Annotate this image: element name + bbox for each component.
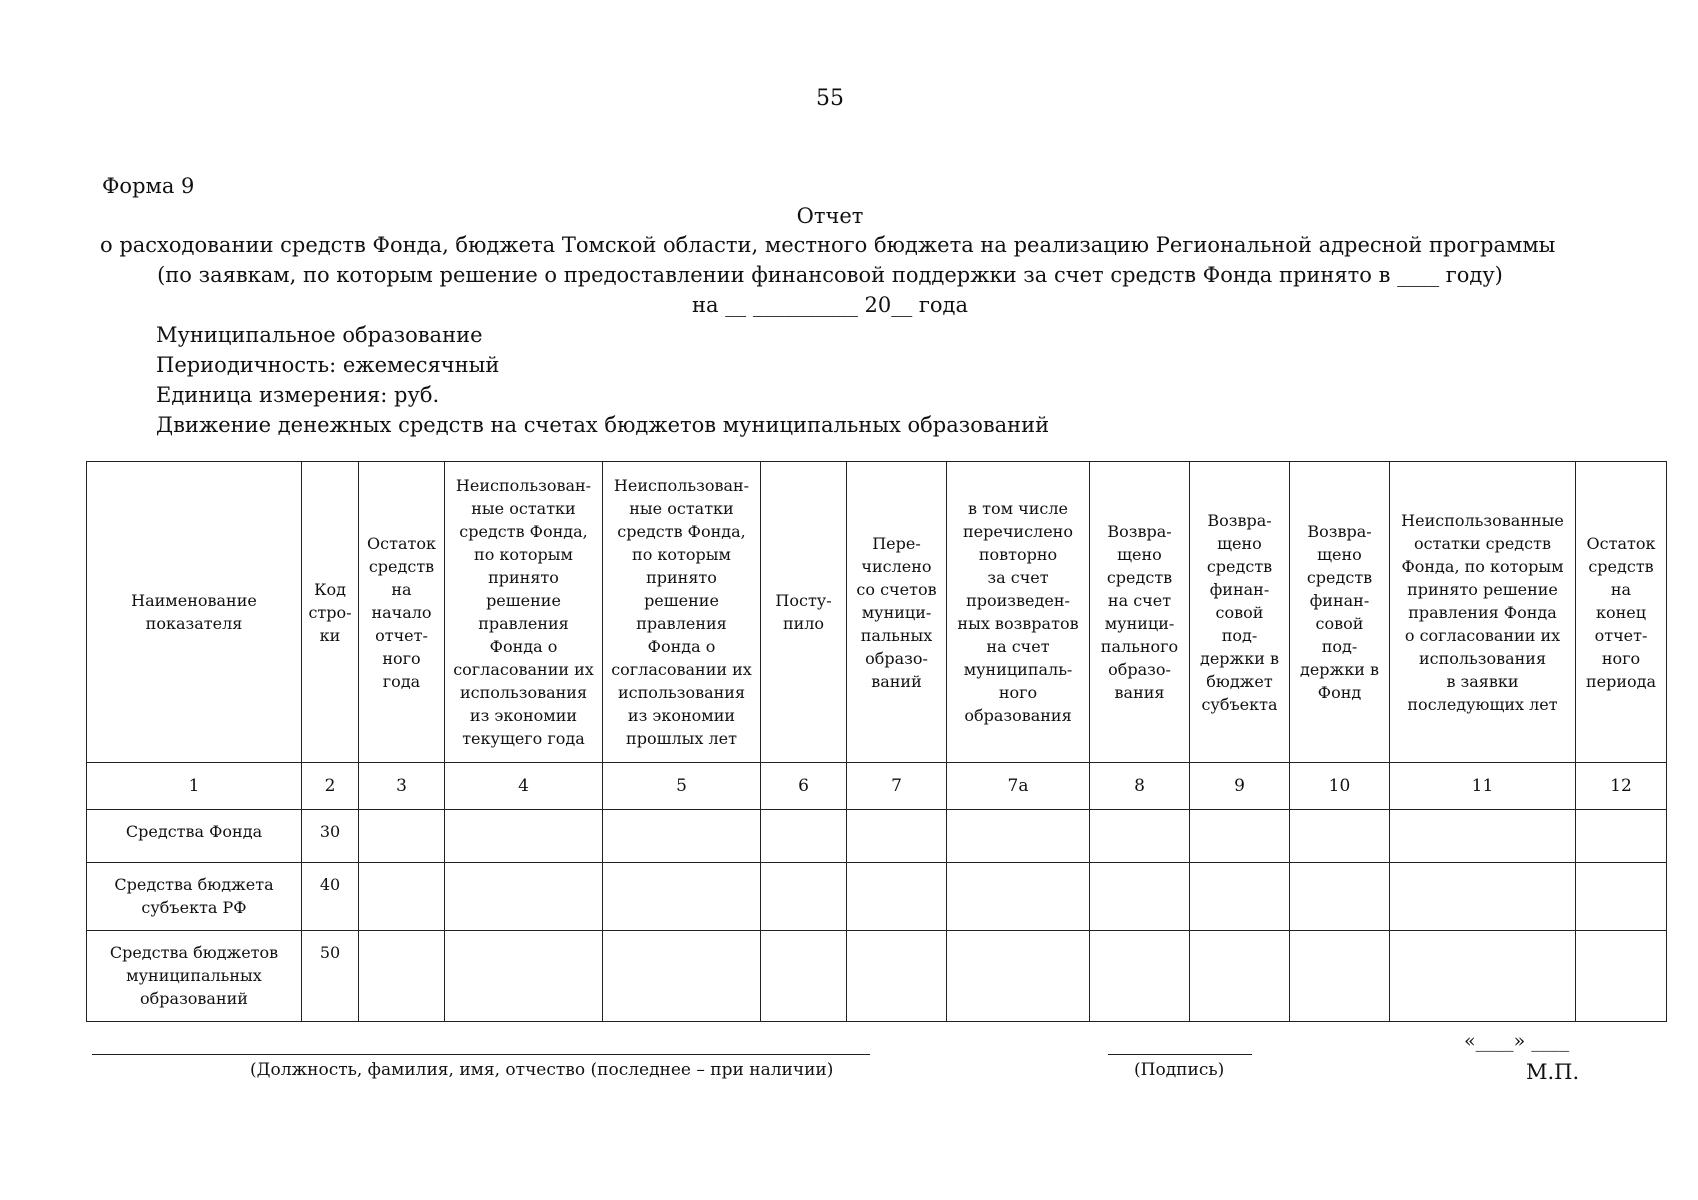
data-cell[interactable] [1190, 810, 1290, 863]
data-cell[interactable] [359, 863, 445, 931]
data-cell[interactable] [1290, 931, 1390, 1022]
header-cell-unused-current-year: Неиспользован- ные остатки средств Фонда, по которым принято решение правления Фонда о согласовании их использования из экономии текущего года [445, 462, 603, 763]
data-cell[interactable] [1390, 810, 1576, 863]
column-number: 1 [87, 763, 302, 810]
column-number: 11 [1390, 763, 1576, 810]
row-name: Средства бюджета субъекта РФ [87, 863, 302, 931]
header-cell-returned-subject-budget: Возвра- щено средств финан- совой под- держки в бюджет субъекта [1190, 462, 1290, 763]
header-cell-returned-municipality: Возвра- щено средств на счет муници- пального образо- вания [1090, 462, 1190, 763]
data-cell[interactable] [761, 931, 847, 1022]
header-cell-name: Наименование показателя [87, 462, 302, 763]
header-cell-received: Посту- пило [761, 462, 847, 763]
column-number: 7а [947, 763, 1090, 810]
document-title: Отчет [796, 204, 864, 228]
data-cell[interactable] [847, 810, 947, 863]
column-number: 5 [603, 763, 761, 810]
column-number: 2 [302, 763, 359, 810]
header-cell-balance-start: Остаток средств на начало отчет- ного года [359, 462, 445, 763]
data-cell[interactable] [1090, 810, 1190, 863]
column-number-row [87, 763, 1667, 810]
column-number: 9 [1190, 763, 1290, 810]
data-cell[interactable] [1390, 931, 1576, 1022]
data-cell[interactable] [445, 863, 603, 931]
row-name: Средства бюджетов муниципальных образований [87, 931, 302, 1022]
section-title: Движение денежных средств на счетах бюджетов муниципальных образований [156, 413, 1050, 437]
table-row [87, 863, 1667, 931]
page-number: 55 [816, 86, 844, 111]
column-number: 8 [1090, 763, 1190, 810]
unit-label: Единица измерения: руб. [156, 383, 440, 407]
report-table [86, 461, 1667, 1022]
data-cell[interactable] [1090, 931, 1190, 1022]
column-number: 12 [1576, 763, 1667, 810]
row-code: 30 [302, 810, 359, 863]
data-cell[interactable] [761, 810, 847, 863]
header-cell-code: Код стро- ки [302, 462, 359, 763]
signature-date-field[interactable]: «____» ____ [1464, 1030, 1570, 1052]
data-cell[interactable] [359, 931, 445, 1022]
header-row [87, 462, 1667, 763]
data-cell[interactable] [847, 931, 947, 1022]
data-cell[interactable] [1190, 863, 1290, 931]
data-cell[interactable] [1090, 863, 1190, 931]
data-cell[interactable] [445, 810, 603, 863]
signature-line[interactable] [1108, 1054, 1252, 1055]
stamp-label: М.П. [1526, 1060, 1580, 1084]
header-cell-unused-future-years: Неиспользованные остатки средств Фонда, по которым принято решение правления Фонда о согласовании их использования в заявки последующих лет [1390, 462, 1576, 763]
column-number: 10 [1290, 763, 1390, 810]
data-cell[interactable] [947, 810, 1090, 863]
column-number: 6 [761, 763, 847, 810]
document-subtitle-condition: (по заявкам, по которым решение о предоставлении финансовой поддержки за счет средств Фонда принято в ____ году) [157, 263, 1503, 287]
data-cell[interactable] [1190, 931, 1290, 1022]
data-cell[interactable] [359, 810, 445, 863]
position-signature-line[interactable] [92, 1054, 870, 1055]
row-code: 40 [302, 863, 359, 931]
data-cell[interactable] [1290, 810, 1390, 863]
position-caption: (Должность, фамилия, имя, отчество (последнее – при наличии) [250, 1060, 834, 1080]
data-cell[interactable] [445, 931, 603, 1022]
data-cell[interactable] [1576, 810, 1667, 863]
data-cell[interactable] [947, 931, 1090, 1022]
data-cell[interactable] [847, 863, 947, 931]
table-row [87, 931, 1667, 1022]
form-label: Форма 9 [102, 174, 195, 198]
data-cell[interactable] [1390, 863, 1576, 931]
data-cell[interactable] [947, 863, 1090, 931]
table-row [87, 810, 1667, 863]
data-cell[interactable] [761, 863, 847, 931]
municipality-label: Муниципальное образование [156, 323, 483, 347]
header-cell-unused-past-years: Неиспользован- ные остатки средств Фонда, по которым принято решение правления Фонда о согласовании их использования из экономии прошлых лет [603, 462, 761, 763]
data-cell[interactable] [1576, 863, 1667, 931]
header-cell-transferred-repeat: в том числе перечислено повторно за счет произведен- ных возвратов на счет муниципаль- ного образования [947, 462, 1090, 763]
data-cell[interactable] [1576, 931, 1667, 1022]
row-code: 50 [302, 931, 359, 1022]
report-date-line: на __ __________ 20__ года [691, 293, 969, 317]
data-cell[interactable] [603, 931, 761, 1022]
header-cell-returned-fund: Возвра- щено средств финан- совой под- держки в Фонд [1290, 462, 1390, 763]
data-cell[interactable] [603, 863, 761, 931]
column-number: 3 [359, 763, 445, 810]
signature-caption: (Подпись) [1134, 1060, 1225, 1080]
header-cell-transferred: Пере- числено со счетов муници- пальных образо- ваний [847, 462, 947, 763]
column-number: 7 [847, 763, 947, 810]
periodicity-label: Периодичность: ежемесячный [156, 353, 500, 377]
data-cell[interactable] [603, 810, 761, 863]
column-number: 4 [445, 763, 603, 810]
document-subtitle: о расходовании средств Фонда, бюджета Томской области, местного бюджета на реализацию Региональной адресной программы [100, 233, 1556, 257]
row-name: Средства Фонда [87, 810, 302, 863]
header-cell-balance-end: Остаток средств на конец отчет- ного периода [1576, 462, 1667, 763]
data-cell[interactable] [1290, 863, 1390, 931]
